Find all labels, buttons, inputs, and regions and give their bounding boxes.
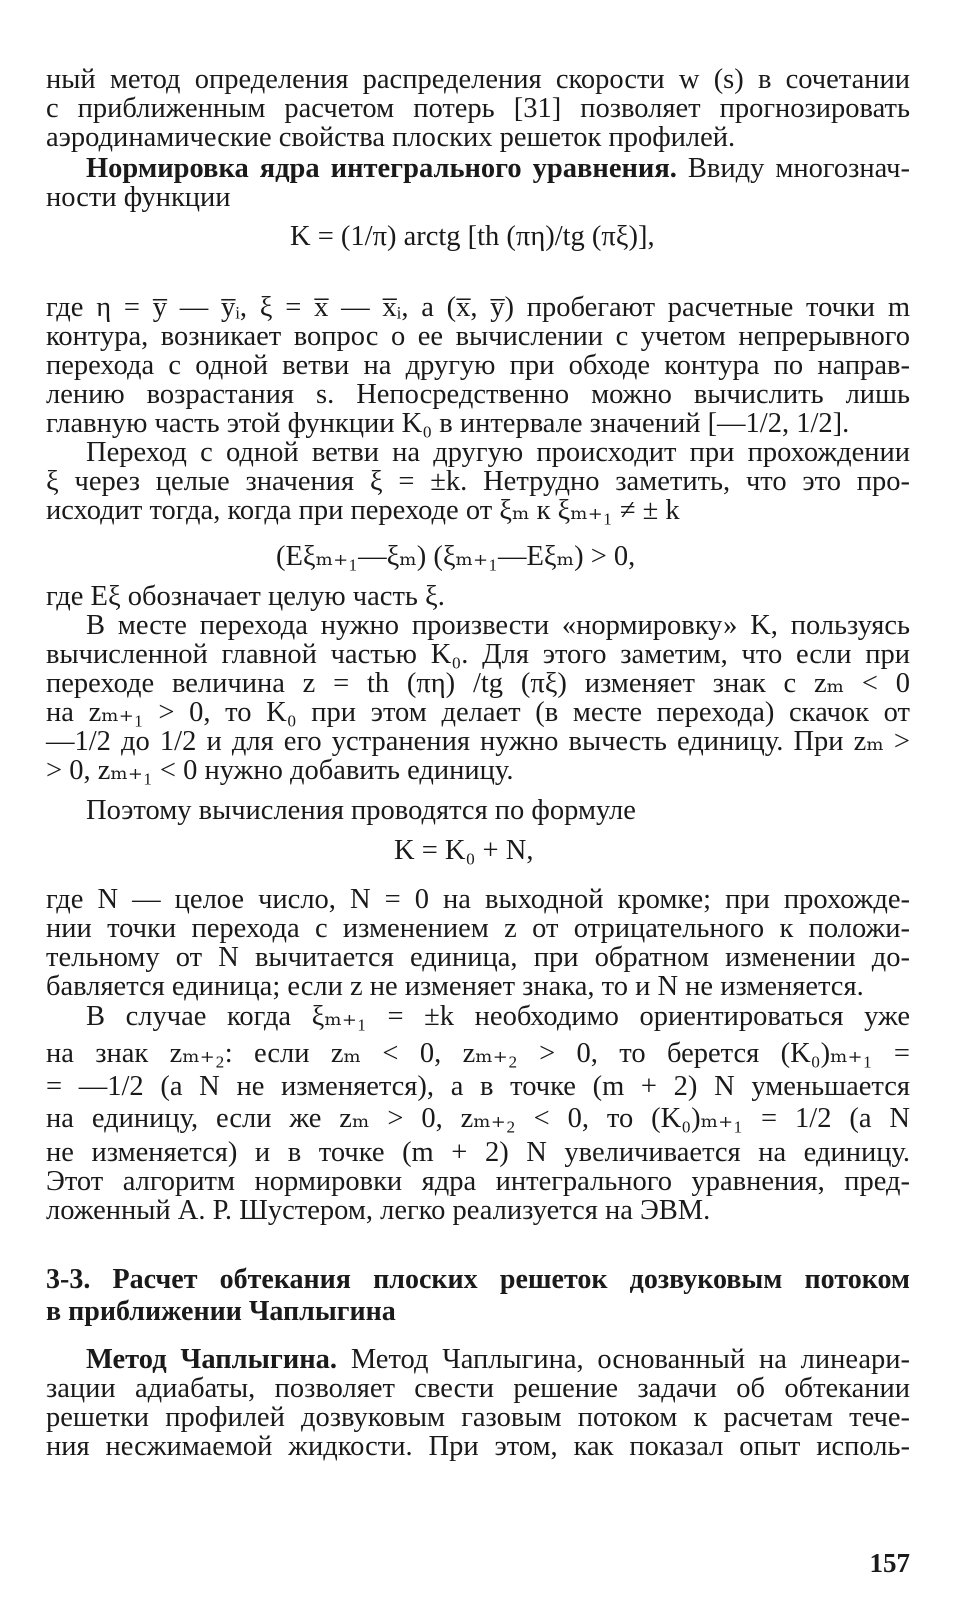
text-line: В месте перехода нужно произвести «нормировку» K, пользуясь [86, 610, 910, 641]
text-line: исходит тогда, когда при переходе от ξₘ к ξₘ₊₁ ≠ ± k [46, 495, 680, 526]
text-line: Поэтому вычисления проводятся по формуле [86, 795, 636, 826]
text-run: Метод Чаплыгина, основанный на линеари- [337, 1344, 910, 1375]
section-heading: 3-3. Расчет обтекания плоских решеток дозвуковым потоком [46, 1264, 910, 1295]
text-line: бавляется единица; если z не изменяет знака, то и N не изменяется. [46, 971, 864, 1002]
text-line: ности функции [46, 182, 231, 213]
text-line: > 0, zₘ₊₁ < 0 нужно добавить единицу. [46, 755, 514, 786]
text-line: зации адиабаты, позволяет свести решение задачи об обтекании [46, 1373, 910, 1404]
text-line: на zₘ₊₁ > 0, то K₀ при этом делает (в месте перехода) скачок от [46, 697, 910, 728]
text-line: ный метод определения распределения скорости w (s) в сочетании [46, 64, 910, 95]
text-line: аэродинамические свойства плоских решеток профилей. [46, 122, 736, 153]
text-line: на единицу, если же zₘ > 0, zₘ₊₂ < 0, то (K₀)ₘ₊₁ = 1/2 (а N [46, 1103, 910, 1134]
text-line: Этот алгоритм нормировки ядра интегрального уравнения, пред- [46, 1166, 910, 1197]
run-in-heading: Нормировка ядра интегрального уравнения. [86, 153, 677, 184]
section-heading-cont: в приближении Чаплыгина [46, 1296, 396, 1327]
run-in-heading: Метод Чаплыгина. [86, 1344, 338, 1375]
text-line: на знак zₘ₊₂: если zₘ < 0, zₘ₊₂ > 0, то берется (K₀)ₘ₊₁ = [46, 1038, 910, 1069]
text-line: не изменяется) и в точке (m + 2) N увеличивается на единицу. [46, 1137, 910, 1168]
text-line: где N — целое число, N = 0 на выходной кромке; при прохожде- [46, 884, 910, 915]
text-line: нии точки перехода с изменением z от отрицательного к положи- [46, 913, 910, 944]
formula-kernel: K = (1/π) arctg [th (πη)/tg (πξ)], [290, 221, 655, 252]
text-line: —1/2 до 1/2 и для его устранения нужно вычесть единицу. При zₘ > [46, 726, 910, 757]
page-number: 157 [869, 1548, 910, 1578]
text-line: контура, возникает вопрос о ее вычислении с учетом непрерывного [46, 321, 910, 352]
text-line: главную часть этой функции K₀ в интервале значений [—1/2, 1/2]. [46, 408, 850, 439]
text-line: с приближенным расчетом потерь [31] позволяет прогнозировать [46, 93, 910, 124]
text-line: перехода с одной ветви на другую при обходе контура по направ- [46, 350, 910, 381]
text-line: переходе величина z = th (πη) /tg (πξ) изменяет знак с zₘ < 0 [46, 668, 910, 699]
text-line: Переход с одной ветви на другую происходит при прохождении [86, 437, 910, 468]
text-line: ния несжимаемой жидкости. При этом, как показал опыт исполь- [46, 1431, 910, 1462]
formula-sum: K = K₀ + N, [394, 835, 534, 866]
text-line: = —1/2 (а N не изменяется), а в точке (m + 2) N уменьшается [46, 1071, 910, 1102]
text-line: ложенный А. Р. Шустером, легко реализуется на ЭВМ. [46, 1195, 711, 1226]
text-line: В случае когда ξₘ₊₁ = ±k необходимо ориентироваться уже [86, 1001, 910, 1032]
text-line: где Eξ обозначает целую часть ξ. [46, 581, 445, 612]
text-line: вычисленной главной частью K₀. Для этого заметим, что если при [46, 639, 910, 670]
text-line: где η = y̅ — y̅ᵢ, ξ = x̅ — x̅ᵢ, а (x̅, y̅) пробегают расчетные точки m [46, 292, 910, 323]
text-line: ξ через целые значения ξ = ±k. Нетрудно заметить, что это про- [46, 466, 910, 497]
formula-inequality: (Eξₘ₊₁—ξₘ) (ξₘ₊₁—Eξₘ) > 0, [276, 541, 636, 572]
text-line: лению возрастания s. Непосредственно можно вычислить лишь [46, 379, 910, 410]
text-line: тельному от N вычитается единица, при обратном изменении до- [46, 942, 910, 973]
text-line: решетки профилей дозвуковым газовым потоком к расчетам тече- [46, 1402, 910, 1433]
text-run: Ввиду многознач- [676, 153, 911, 184]
